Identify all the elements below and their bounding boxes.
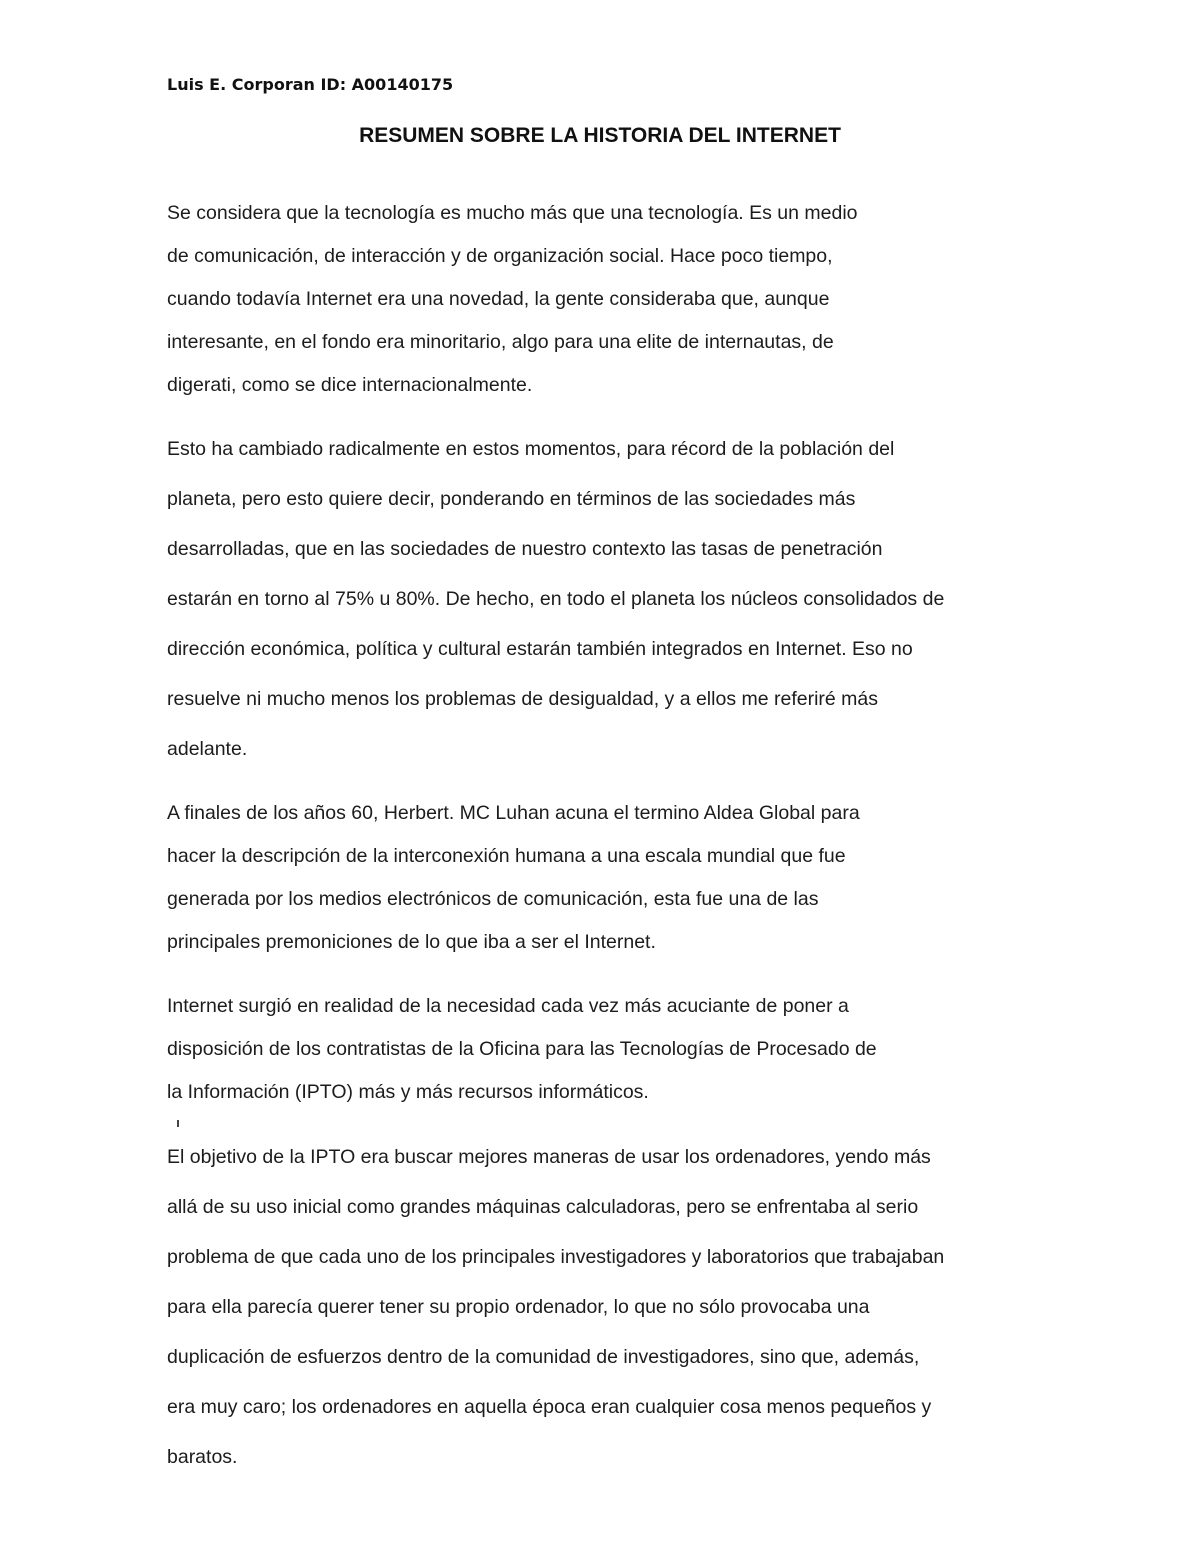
paragraph-line: de comunicación, de interacción y de organización social. Hace poco tiempo,: [167, 245, 833, 267]
paragraph-line: allá de su uso inicial como grandes máquinas calculadoras, pero se enfrentaba al serio: [167, 1196, 919, 1218]
paragraph-line: era muy caro; los ordenadores en aquella época eran cualquier cosa menos pequeños y: [167, 1396, 932, 1418]
paragraph-line: El objetivo de la IPTO era buscar mejores maneras de usar los ordenadores, yendo más: [167, 1146, 931, 1168]
paragraph-line: planeta, pero esto quiere decir, ponderando en términos de las sociedades más: [167, 488, 856, 510]
paragraph-line: cuando todavía Internet era una novedad, la gente consideraba que, aunque: [167, 288, 830, 310]
paragraph-line: para ella parecía querer tener su propio ordenador, lo que no sólo provocaba una: [167, 1296, 870, 1318]
paragraph-line: baratos.: [167, 1446, 238, 1468]
paragraph-line: Se considera que la tecnología es mucho más que una tecnología. Es un medio: [167, 202, 858, 224]
paragraph-line: desarrolladas, que en las sociedades de nuestro contexto las tasas de penetración: [167, 538, 883, 560]
document-title: RESUMEN SOBRE LA HISTORIA DEL INTERNET: [359, 124, 841, 147]
paragraph-line: principales premoniciones de lo que iba a ser el Internet.: [167, 931, 656, 953]
paragraph-line: adelante.: [167, 738, 248, 760]
paragraph-line: interesante, en el fondo era minoritario, algo para una elite de internautas, de: [167, 331, 834, 353]
paragraph-line: digerati, como se dice internacionalmente.: [167, 374, 533, 396]
paragraph-line: A finales de los años 60, Herbert. MC Luhan acuna el termino Aldea Global para: [167, 802, 860, 824]
author-line: Luis E. Corporan ID: A00140175: [167, 75, 454, 94]
paragraph-line: la Información (IPTO) más y más recursos informáticos.: [167, 1081, 649, 1103]
paragraph-line: estarán en torno al 75% u 80%. De hecho, en todo el planeta los núcleos consolidados de: [167, 588, 945, 610]
paragraph-line: hacer la descripción de la interconexión humana a una escala mundial que fue: [167, 845, 846, 867]
paragraph-line: generada por los medios electrónicos de comunicación, esta fue una de las: [167, 888, 819, 910]
paragraph-line: resuelve ni mucho menos los problemas de desigualdad, y a ellos me referiré más: [167, 688, 879, 710]
paragraph-line: Internet surgió en realidad de la necesidad cada vez más acuciante de poner a: [167, 995, 849, 1017]
paragraph-line: duplicación de esfuerzos dentro de la comunidad de investigadores, sino que, además,: [167, 1346, 920, 1368]
paragraph-line: disposición de los contratistas de la Oficina para las Tecnologías de Procesado de: [167, 1038, 877, 1060]
stray-mark: [177, 1120, 179, 1127]
paragraph-line: problema de que cada uno de los principales investigadores y laboratorios que trabajaban: [167, 1246, 945, 1268]
paragraph-line: Esto ha cambiado radicalmente en estos momentos, para récord de la población del: [167, 438, 895, 460]
paragraph-line: dirección económica, política y cultural estarán también integrados en Internet. Eso no: [167, 638, 913, 660]
